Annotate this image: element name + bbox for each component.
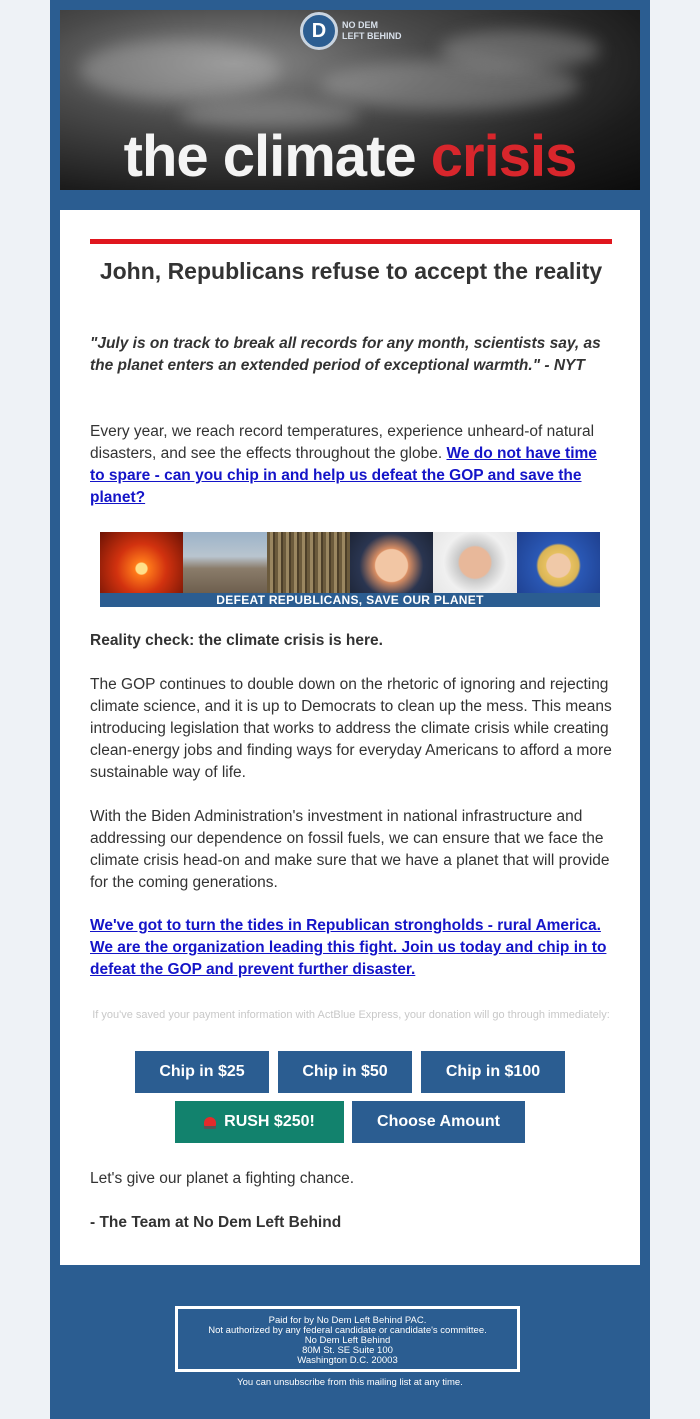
red-divider (90, 239, 612, 244)
disclaimer-line-3: No Dem Left Behind (304, 1335, 391, 1346)
cta-paragraph (90, 915, 612, 981)
intro-donate-link[interactable]: We do not have time to spare - can you chip in and help us defeat the GOP and save the planet? (90, 445, 597, 506)
politician-photo-3 (517, 532, 600, 593)
politician-photo-1 (350, 532, 433, 593)
rush-250-label: RUSH $250! (224, 1113, 315, 1130)
intro-text: Every year, we reach record temperatures, experience unheard-of natural disasters, and see the effects throughout the globe. (90, 423, 595, 462)
body-paragraph-2: With the Biden Administration's investment in national infrastructure and addressing our dependence on fossil fuels, we can ensure that we face the climate crisis head-on and make sure that we have a planet that will provide for the coming generations. (90, 808, 610, 891)
disclaimer-line-2: Not authorized by any federal candidate or candidate's committee. (208, 1325, 487, 1336)
drought-photo (183, 532, 266, 593)
image-strip[interactable] (100, 532, 600, 607)
disclaimer-line-5: Washington D.C. 20003 (297, 1355, 398, 1366)
politician-photo-2 (433, 532, 516, 593)
choose-amount-button[interactable]: Choose Amount (352, 1101, 525, 1143)
header-banner (60, 10, 640, 190)
logo-icon: D (300, 12, 338, 50)
headline: John, Republicans refuse to accept the reality (99, 258, 603, 284)
disclaimer-line-1: Paid for by No Dem Left Behind PAC. (268, 1315, 427, 1326)
chip-in-100-button[interactable]: Chip in $100 (421, 1051, 565, 1093)
logo-text-line2: LEFT BEHIND (342, 31, 402, 41)
intro-paragraph (90, 421, 612, 509)
crops-photo (267, 532, 350, 593)
email-container (50, 0, 650, 1419)
chip-in-25-button[interactable]: Chip in $25 (135, 1051, 269, 1093)
disclaimer-line-4: 80M St. SE Suite 100 (302, 1345, 393, 1356)
logo-text-line1: NO DEM (342, 20, 378, 30)
brand-logo (300, 12, 422, 50)
banner-title (60, 122, 640, 190)
signoff-text: Let's give our planet a fighting chance. (90, 1170, 355, 1187)
siren-icon (204, 1117, 216, 1126)
unsubscribe-link[interactable]: You can unsubscribe from this mailing list at any time. (237, 1377, 463, 1388)
rush-250-button[interactable] (175, 1101, 344, 1143)
email-body-card (60, 210, 640, 1265)
image-strip-caption: DEFEAT REPUBLICANS, SAVE OUR PLANET (100, 593, 600, 607)
reality-check-heading: Reality check: the climate crisis is here. (90, 632, 383, 649)
cta-donate-link[interactable]: We've got to turn the tides in Republican strongholds - rural America. We are the organization leading this fight. Join us today and chip in to defeat the GOP and prevent further disaster. (90, 917, 607, 978)
actblue-note: If you've saved your payment information with ActBlue Express, your donation will go through immediately: (92, 1009, 610, 1021)
body-paragraph-1: The GOP continues to double down on the rhetoric of ignoring and rejecting climate science, and it is up to Democrats to clean up the mess. This means introducing legislation that works to address the climate crisis while creating clean-energy jobs and finding ways for everyday Americans to afford a more sustainable way of life. (90, 676, 612, 781)
paid-for-disclaimer (175, 1306, 520, 1372)
signature: - The Team at No Dem Left Behind (90, 1214, 342, 1231)
sunset-photo (100, 532, 183, 593)
chip-in-50-button[interactable]: Chip in $50 (278, 1051, 412, 1093)
banner-title-red: crisis (430, 124, 577, 189)
nyt-quote: "July is on track to break all records for any month, scientists say, as the planet enters an extended period of exceptional warmth." - NYT (90, 335, 601, 374)
banner-title-white: the climate (123, 124, 416, 189)
